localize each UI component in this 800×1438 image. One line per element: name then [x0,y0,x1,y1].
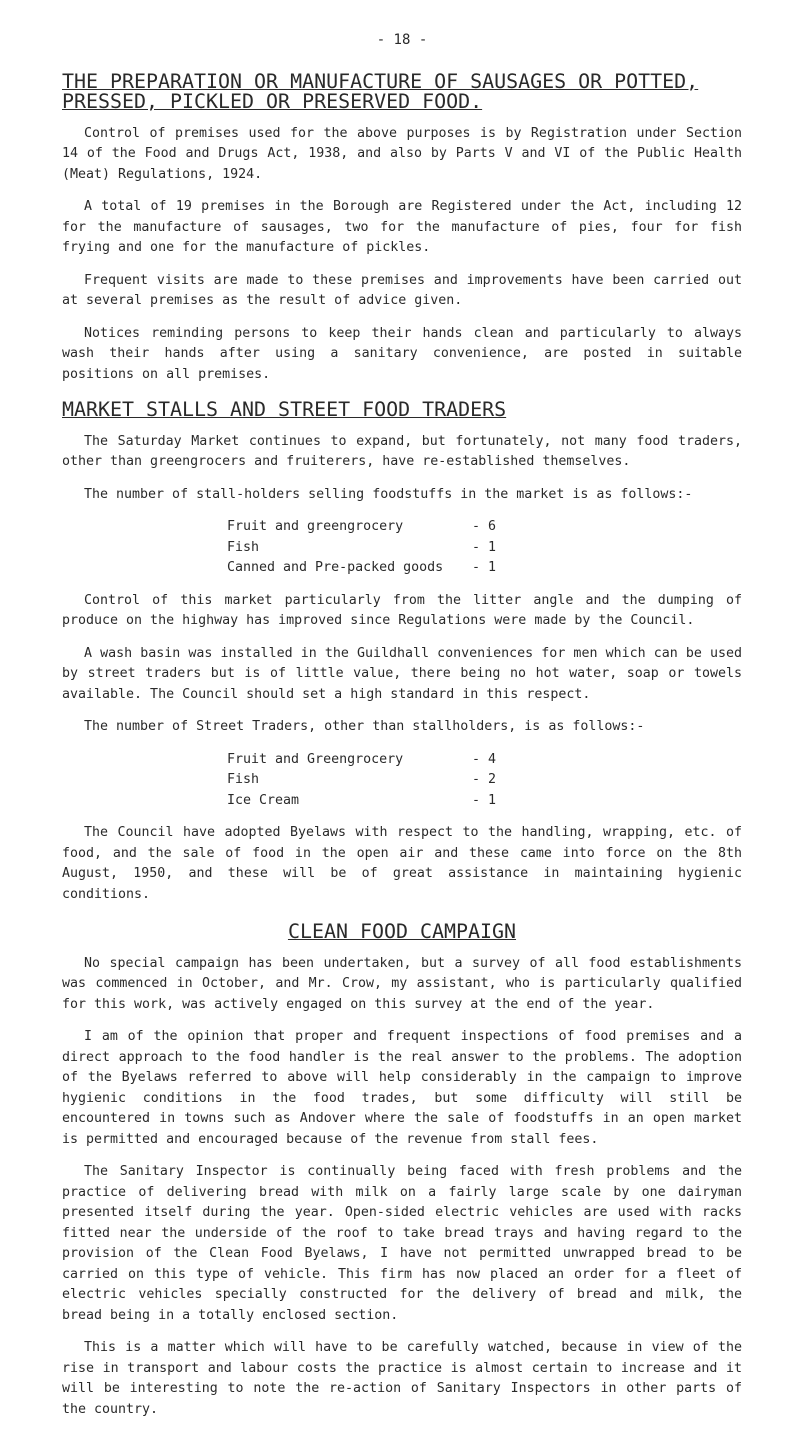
stall-holders-list [62,517,742,579]
list-item-label: Ice Cream [227,792,300,808]
paragraph: I am of the opinion that proper and frequent inspections of food premises and a direct approach to the food handler is the real answer to the problems. The adoption of the Byelaws referred to above will help considerably in the campaign to improve hygienic conditions in the food trades, but some difficulty will still be encountered in towns such as Andover where the sale of foodstuffs in an open market is permitted and encouraged because of the revenue from stall fees. [62,1029,742,1147]
paragraph: A wash basin was installed in the Guildhall conveniences for men which can be used by street traders but is of little value, there being no hot water, soap or towels available. The Council should set a high standard in this respect. [62,645,742,702]
list-item [227,770,742,791]
paragraph: No special campaign has been undertaken, but a survey of all food establishments was commenced in October, and Mr. Crow, my assistant, who is particularly qualified for this work, was actively engaged on this survey at the end of the year. [62,955,742,1012]
page-number: - 18 - [376,32,428,48]
paragraph: Frequent visits are made to these premises and improvements have been carried out at several premises as the result of advice given. [62,272,742,308]
street-traders-list [62,750,742,812]
paragraph: The number of Street Traders, other than stallholders, is as follows:- [84,719,645,734]
list-item-value: - 1 [472,560,497,575]
paragraph: The Council have adopted Byelaws with respect to the handling, wrapping, etc. of food, and the sale of food in the open air and these came into force on the 8th August, 1950, and these will be of great assistance in maintaining hygienic conditions. [62,825,742,902]
list-item-label: Fish [227,539,260,555]
paragraph: Notices reminding persons to keep their hands clean and particularly to always wash their hands after using a sanitary convenience, are posted in suitable positions on all premises. [62,325,742,382]
paragraph: The Saturday Market continues to expand, but fortunately, not many food traders, other than greengrocers and fruiterers, have re-established themselves. [62,433,742,469]
paragraph: The Sanitary Inspector is continually being faced with fresh problems and the practice of delivering bread with milk on a fairly large scale by one dairyman presented itself during the year. Open-sided electric vehicles are used with racks fitted near the underside of the roof to take bread trays and having regard to the provision of the Clean Food Byelaws, I have not permitted unwrapped bread to be carried on this type of vehicle. This firm has now placed an order for a fleet of electric vehicles specially constructed for the delivery of bread and milk, the bread being in a totally enclosed section. [62,1164,742,1323]
paragraph: Control of this market particularly from the litter angle and the dumping of produce on the highway has improved since Regulations were made by the Council. [62,592,742,628]
list-item-label: Canned and Pre-packed goods [227,560,444,575]
list-item-value: - 1 [472,792,497,808]
paragraph: Control of premises used for the above purposes is by Registration under Section 14 of the Food and Drugs Act, 1938, and also by Parts V and VI of the Public Health (Meat) Regulations, 1924. [62,125,742,182]
list-item-value: - 2 [472,772,497,787]
list-item-value: - 4 [472,751,497,767]
list-item [227,538,742,559]
list-item-label: Fruit and greengrocery [227,519,404,534]
paragraph: This is a matter which will have to be carefully watched, because in view of the rise in transport and labour costs the practice is almost certain to increase and it will be interesting to note the re-action of Sanitary Inspectors in other parts of the country. [62,1340,742,1417]
list-item [227,791,742,812]
paragraph: A total of 19 premises in the Borough are Registered under the Act, including 12 for the manufacture of sausages, two for the manufacture of pies, four for fish frying and one for the manufacture of pickles. [62,199,742,255]
list-item-value: - 6 [472,519,497,534]
list-item-label: Fish [227,772,260,787]
list-item [227,750,742,771]
list-item [227,517,742,538]
list-item-value: - 1 [472,539,497,555]
section-heading-market-stalls: MARKET STALLS AND STREET FOOD TRADERS [62,397,507,421]
list-item-label: Fruit and Greengrocery [227,751,404,767]
list-item [227,558,742,579]
section-heading-clean-food: CLEAN FOOD CAMPAIGN [287,919,517,943]
section-heading-sausages: THE PREPARATION OR MANUFACTURE OF SAUSAGES OR POTTED, PRESSED, PICKLED OR PRESERVED FOOD. [62,68,699,113]
paragraph: The number of stall-holders selling foodstuffs in the market is as follows:- [84,486,693,502]
